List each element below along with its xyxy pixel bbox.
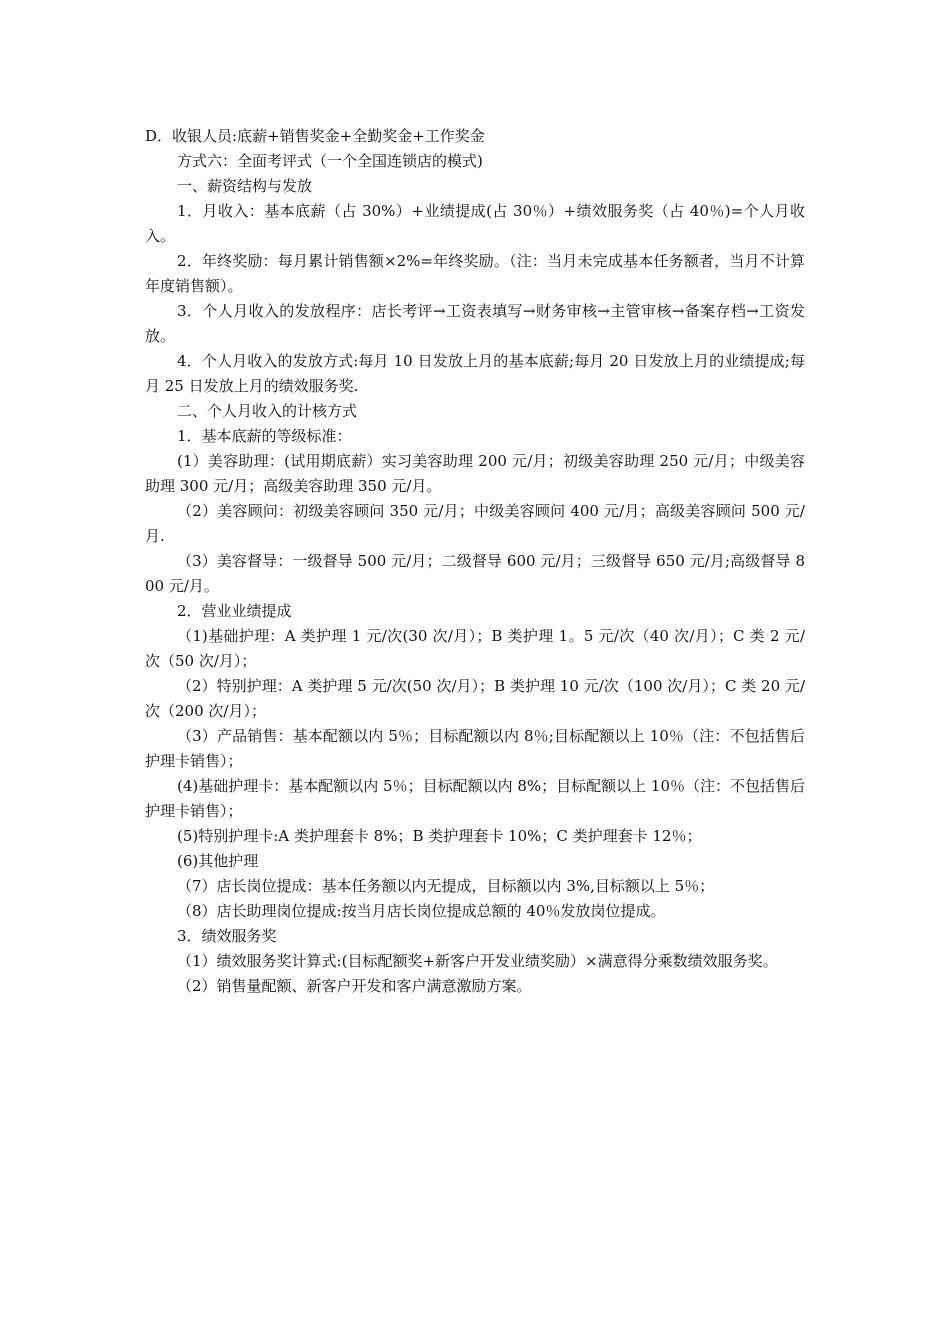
paragraph-other-care: (6)其他护理: [177, 852, 259, 870]
paragraph-product-sales: （3）产品销售：基本配额以内 5％；目标配额以内 8％;目标配额以上 10％（注：不包括售后护理卡销售）；: [145, 727, 805, 770]
paragraph-special-care: （2）特别护理：A 类护理 5 元/次(50 次/月）；B 类护理 10 元/次（100 次/月）；C 类 20 元/次（200 次/月）；: [145, 677, 805, 720]
paragraph-monthly-income: 1．月收入：基本底薪（占 30%）+业绩提成(占 30％）+绩效服务奖（占 40％)=个人月收入。: [145, 202, 805, 245]
paragraph-assistant-manager-commission: （8）店长助理岗位提成:按当月店长岗位提成总额的 40％发放岗位提成。: [177, 902, 666, 920]
paragraph-year-end-bonus: 2．年终奖励：每月累计销售额×2%=年终奖励。（注：当月未完成基本任务额者，当月不计算年度销售额）。: [145, 252, 805, 295]
paragraph-cashier-pay: D．收银人员:底薪+销售奖金+全勤奖金+工作奖金: [145, 127, 485, 145]
heading-salary-structure: 一、薪资结构与发放: [177, 177, 313, 195]
paragraph-beauty-supervisor: （3）美容督导：一级督导 500 元/月；二级督导 600 元/月；三级督导 650 元/月;高级督导 800 元/月。: [145, 552, 805, 595]
paragraph-method-six: 方式六：全面考评式（一个全国连锁店的模式): [177, 152, 483, 170]
paragraph-special-care-card: (5)特别护理卡:A 类护理套卡 8%；B 类护理套卡 10%；C 类护理套卡 12％；: [177, 827, 702, 845]
subheading-base-salary-levels: 1．基本底薪的等级标准：: [177, 427, 352, 445]
heading-income-calculation: 二、个人月收入的计核方式: [177, 402, 358, 420]
paragraph-basic-care: （1)基础护理：A 类护理 1 元/次(30 次/月）；B 类护理 1。5 元/次（40 次/月）；C 类 2 元/次（50 次/月）；: [145, 627, 805, 670]
subheading-performance-commission: 2．营业业绩提成: [177, 602, 292, 620]
paragraph-incentive-plan: （2）销售量配额、新客户开发和客户满意激励方案。: [177, 977, 532, 995]
paragraph-payment-schedule: 4．个人月收入的发放方式:每月 10 日发放上月的基本底薪;每月 20 日发放上月的业绩提成;每月 25 日发放上月的绩效服务奖.: [145, 352, 805, 395]
paragraph-basic-care-card: (4)基础护理卡：基本配额以内 5％；目标配额以内 8%；目标配额以上 10％（注：不包括售后护理卡销售）；: [145, 777, 805, 820]
subheading-performance-service-award: 3．绩效服务奖: [177, 927, 277, 945]
paragraph-award-formula: （1）绩效服务奖计算式:(目标配额奖+新客户开发业绩奖励）×满意得分乘数绩效服务奖。: [177, 952, 778, 970]
paragraph-payment-procedure: 3．个人月收入的发放程序：店长考评→工资表填写→财务审核→主管审核→备案存档→工资发放。: [145, 302, 805, 345]
paragraph-beauty-consultant: （2）美容顾问：初级美容顾问 350 元/月；中级美容顾问 400 元/月；高级美容顾问 500 元/月.: [145, 502, 805, 545]
document-body: [145, 124, 805, 999]
paragraph-beauty-assistant: (1）美容助理：(试用期底薪）实习美容助理 200 元/月；初级美容助理 250 元/月；中级美容助理 300 元/月；高级美容助理 350 元/月。: [145, 452, 805, 495]
paragraph-manager-commission: （7）店长岗位提成：基本任务额以内无提成，目标额以内 3%,目标额以上 5％；: [177, 877, 715, 895]
